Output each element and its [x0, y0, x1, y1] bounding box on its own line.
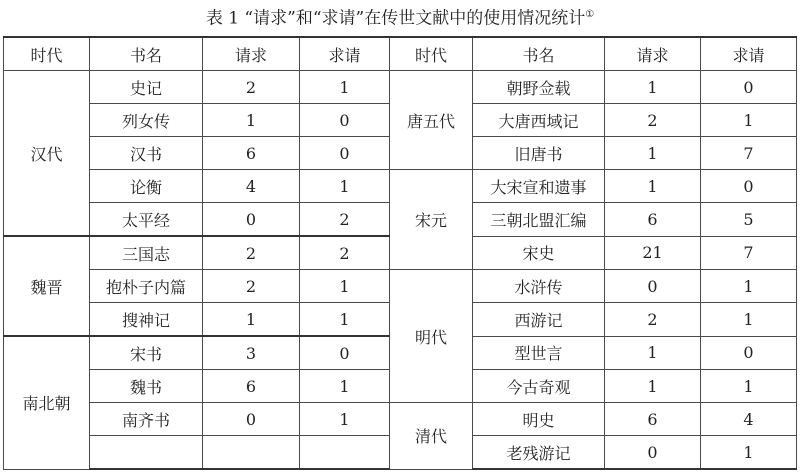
qingqiu-cell: 2 — [605, 104, 701, 137]
qingqiu-cell: 6 — [203, 137, 300, 170]
qingqiu-cell: 6 — [605, 403, 701, 436]
qiuqing-cell: 1 — [300, 303, 390, 337]
caption-text: 表 1 “请求”和“求请”在传世文献中的使用情况统计 — [205, 8, 586, 29]
header-period-left: 时代 — [4, 37, 90, 71]
book-cell: 宋史 — [473, 236, 605, 270]
qingqiu-cell: 1 — [203, 303, 300, 337]
qiuqing-cell: 1 — [300, 270, 390, 303]
header-period-right: 时代 — [390, 37, 473, 71]
table-row — [4, 403, 797, 436]
header-row — [4, 37, 797, 71]
header-qiuqing-right: 求请 — [701, 37, 797, 71]
period-song-yuan: 宋元 — [390, 170, 473, 270]
usage-table — [3, 36, 797, 470]
qiuqing-cell: 0 — [300, 104, 390, 137]
period-han: 汉代 — [4, 71, 90, 237]
qingqiu-cell: 1 — [605, 137, 701, 170]
qiuqing-cell: 1 — [300, 170, 390, 203]
table-row — [4, 71, 797, 104]
book-cell: 抱朴子内篇 — [90, 270, 203, 303]
book-cell: 大宋宣和遗事 — [473, 170, 605, 203]
qingqiu-cell: 6 — [605, 203, 701, 237]
book-cell: 明史 — [473, 403, 605, 436]
qiuqing-cell: 1 — [701, 104, 797, 137]
book-cell: 汉书 — [90, 137, 203, 170]
qingqiu-cell: 0 — [203, 203, 300, 237]
period-ming: 明代 — [390, 270, 473, 403]
book-cell: 西游记 — [473, 303, 605, 337]
table-row — [4, 170, 797, 203]
period-wei-jin: 魏晋 — [4, 236, 90, 336]
qiuqing-cell: 7 — [701, 236, 797, 270]
period-nanbeichao: 南北朝 — [4, 336, 90, 469]
qiuqing-cell: 0 — [701, 71, 797, 104]
qiuqing-cell: 1 — [300, 71, 390, 104]
qingqiu-cell: 0 — [605, 436, 701, 470]
qiuqing-cell: 1 — [701, 370, 797, 403]
table-caption — [0, 2, 800, 32]
book-cell: 朝野佥载 — [473, 71, 605, 104]
qiuqing-cell: 7 — [701, 137, 797, 170]
qingqiu-cell: 2 — [203, 270, 300, 303]
book-cell: 老残游记 — [473, 436, 605, 470]
qiuqing-cell: 2 — [300, 236, 390, 270]
qingqiu-cell: 21 — [605, 236, 701, 270]
book-cell: 旧唐书 — [473, 137, 605, 170]
qingqiu-cell: 1 — [605, 336, 701, 370]
qingqiu-cell: 1 — [605, 170, 701, 203]
qiuqing-cell: 1 — [701, 436, 797, 470]
qingqiu-cell: 1 — [605, 71, 701, 104]
qingqiu-cell: 6 — [203, 370, 300, 403]
book-cell: 今古奇观 — [473, 370, 605, 403]
qingqiu-cell: 1 — [203, 104, 300, 137]
footnote-mark: ① — [585, 9, 595, 20]
qiuqing-cell: 4 — [701, 403, 797, 436]
header-qingqiu-left: 请求 — [203, 37, 300, 71]
qiuqing-cell: 2 — [300, 203, 390, 237]
book-cell: 论衡 — [90, 170, 203, 203]
book-cell — [90, 436, 203, 470]
qiuqing-cell: 0 — [300, 137, 390, 170]
book-cell: 列女传 — [90, 104, 203, 137]
header-book-left: 书名 — [90, 37, 203, 71]
qingqiu-cell: 3 — [203, 336, 300, 370]
qiuqing-cell: 0 — [701, 170, 797, 203]
header-qiuqing-left: 求请 — [300, 37, 390, 71]
qiuqing-cell: 1 — [300, 370, 390, 403]
qiuqing-cell — [300, 436, 390, 470]
qingqiu-cell: 2 — [203, 71, 300, 104]
book-cell: 宋书 — [90, 336, 203, 370]
book-cell: 魏书 — [90, 370, 203, 403]
book-cell: 搜神记 — [90, 303, 203, 337]
book-cell: 水浒传 — [473, 270, 605, 303]
qingqiu-cell: 4 — [203, 170, 300, 203]
qiuqing-cell: 0 — [701, 336, 797, 370]
qingqiu-cell: 0 — [203, 403, 300, 436]
qiuqing-cell: 5 — [701, 203, 797, 237]
book-cell: 大唐西域记 — [473, 104, 605, 137]
qingqiu-cell: 0 — [605, 270, 701, 303]
header-qingqiu-right: 请求 — [605, 37, 701, 71]
book-cell: 型世言 — [473, 336, 605, 370]
qingqiu-cell: 2 — [203, 236, 300, 270]
header-book-right: 书名 — [473, 37, 605, 71]
period-tang-wudai: 唐五代 — [390, 71, 473, 170]
book-cell: 三国志 — [90, 236, 203, 270]
qingqiu-cell: 2 — [605, 303, 701, 337]
qiuqing-cell: 1 — [701, 303, 797, 337]
book-cell: 三朝北盟汇编 — [473, 203, 605, 237]
book-cell: 南齐书 — [90, 403, 203, 436]
qiuqing-cell: 1 — [701, 270, 797, 303]
qingqiu-cell: 1 — [605, 370, 701, 403]
table-row — [4, 270, 797, 303]
qiuqing-cell: 1 — [300, 403, 390, 436]
qingqiu-cell — [203, 436, 300, 470]
book-cell: 太平经 — [90, 203, 203, 237]
period-qing: 清代 — [390, 403, 473, 470]
book-cell: 史记 — [90, 71, 203, 104]
qiuqing-cell: 0 — [300, 336, 390, 370]
